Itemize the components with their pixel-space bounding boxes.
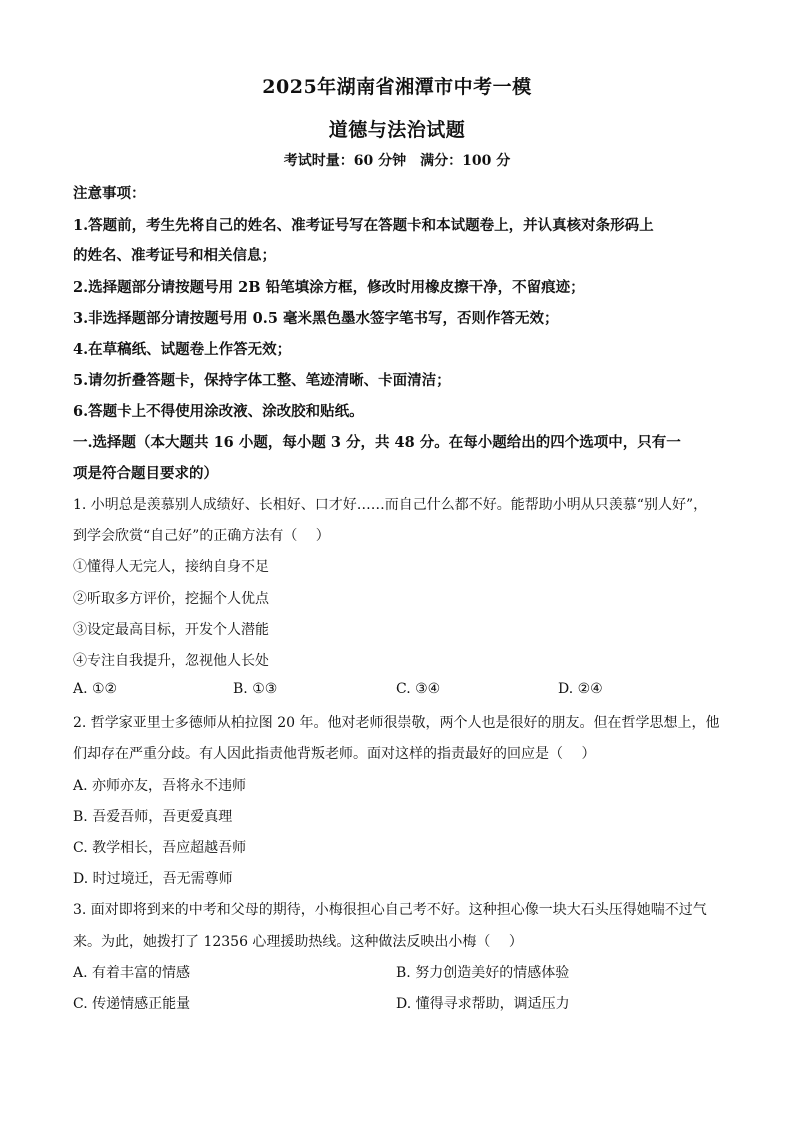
question-1-option-a[interactable]: A. ①② xyxy=(73,681,118,697)
notice-line: 的姓名、准考证号和相关信息； xyxy=(73,247,276,264)
question-1-option-b[interactable]: B. ①③ xyxy=(233,681,278,697)
notice-line: 4.在草稿纸、试题卷上作答无效； xyxy=(73,341,292,358)
section-heading: 项是符合题目要求的） xyxy=(73,465,218,482)
question-3-option-a[interactable]: A. 有着丰富的情感 xyxy=(73,965,191,981)
question-3-option-d[interactable]: D. 懂得寻求帮助，调适压力 xyxy=(396,996,570,1012)
notice-line: 5.请勿折叠答题卡，保持字体工整、笔迹清晰、卡面清洁； xyxy=(73,372,451,389)
exam-title: 2025年湖南省湘潭市中考一模 xyxy=(262,76,532,98)
question-3-option-c[interactable]: C. 传递情感正能量 xyxy=(73,996,191,1012)
question-2-option-c[interactable]: C. 教学相长，吾应超越吾师 xyxy=(73,840,247,856)
notice-line: 1.答题前，考生先将自己的姓名、准考证号写在答题卡和本试题卷上，并认真核对条形码上 xyxy=(73,217,654,234)
question-2-stem: 们却存在严重分歧。有人因此指责他背叛老师。面对这样的指责最好的回应是（ ） xyxy=(73,746,596,762)
question-3-stem: 3. 面对即将到来的中考和父母的期待，小梅很担心自己考不好。这种担心像一块大石头压得她喘不过气 xyxy=(73,902,707,918)
question-2-option-d[interactable]: D. 时过境迁，吾无需尊师 xyxy=(73,871,233,887)
question-1-option-d[interactable]: D. ②④ xyxy=(558,681,603,697)
notice-line: 2.选择题部分请按题号用 2B 铅笔填涂方框，修改时用橡皮擦干净，不留痕迹； xyxy=(73,279,585,296)
question-1-item: ③设定最高目标，开发个人潜能 xyxy=(73,622,269,638)
notice-heading: 注意事项： xyxy=(73,185,146,202)
question-2-stem: 2. 哲学家亚里士多德师从柏拉图 20 年。他对老师很崇敬，两个人也是很好的朋友。但在哲学思想上，他 xyxy=(73,715,720,731)
question-1-stem: 到学会欣赏“自己好”的正确方法有（ ） xyxy=(73,528,330,544)
question-1-item: ④专注自我提升，忽视他人长处 xyxy=(73,653,269,669)
question-1-stem: 1. 小明总是羡慕别人成绩好、长相好、口才好……而自己什么都不好。能帮助小明从只羡慕“别人好”， xyxy=(73,497,708,513)
question-2-option-a[interactable]: A. 亦师亦友，吾将永不违师 xyxy=(73,778,247,794)
question-3-stem: 来。为此，她拨打了 12356 心理援助热线。这种做法反映出小梅（ ） xyxy=(73,934,523,950)
question-1-item: ②听取多方评价，挖掘个人优点 xyxy=(73,591,269,607)
exam-info: 考试时量：60 分钟 满分：100 分 xyxy=(283,153,511,169)
question-1-option-c[interactable]: C. ③④ xyxy=(396,681,441,697)
exam-subtitle: 道德与法治试题 xyxy=(328,119,466,141)
question-1-item: ①懂得人无完人，接纳自身不足 xyxy=(73,559,269,575)
question-3-option-b[interactable]: B. 努力创造美好的情感体验 xyxy=(396,965,570,981)
notice-line: 6.答题卡上不得使用涂改液、涂改胶和贴纸。 xyxy=(73,403,364,420)
section-heading: 一.选择题（本大题共 16 小题，每小题 3 分，共 48 分。在每小题给出的四个选项中，只有一 xyxy=(73,434,681,451)
notice-line: 3.非选择题部分请按题号用 0.5 毫米黑色墨水签字笔书写，否则作答无效； xyxy=(73,310,559,327)
question-2-option-b[interactable]: B. 吾爱吾师，吾更爱真理 xyxy=(73,809,233,825)
